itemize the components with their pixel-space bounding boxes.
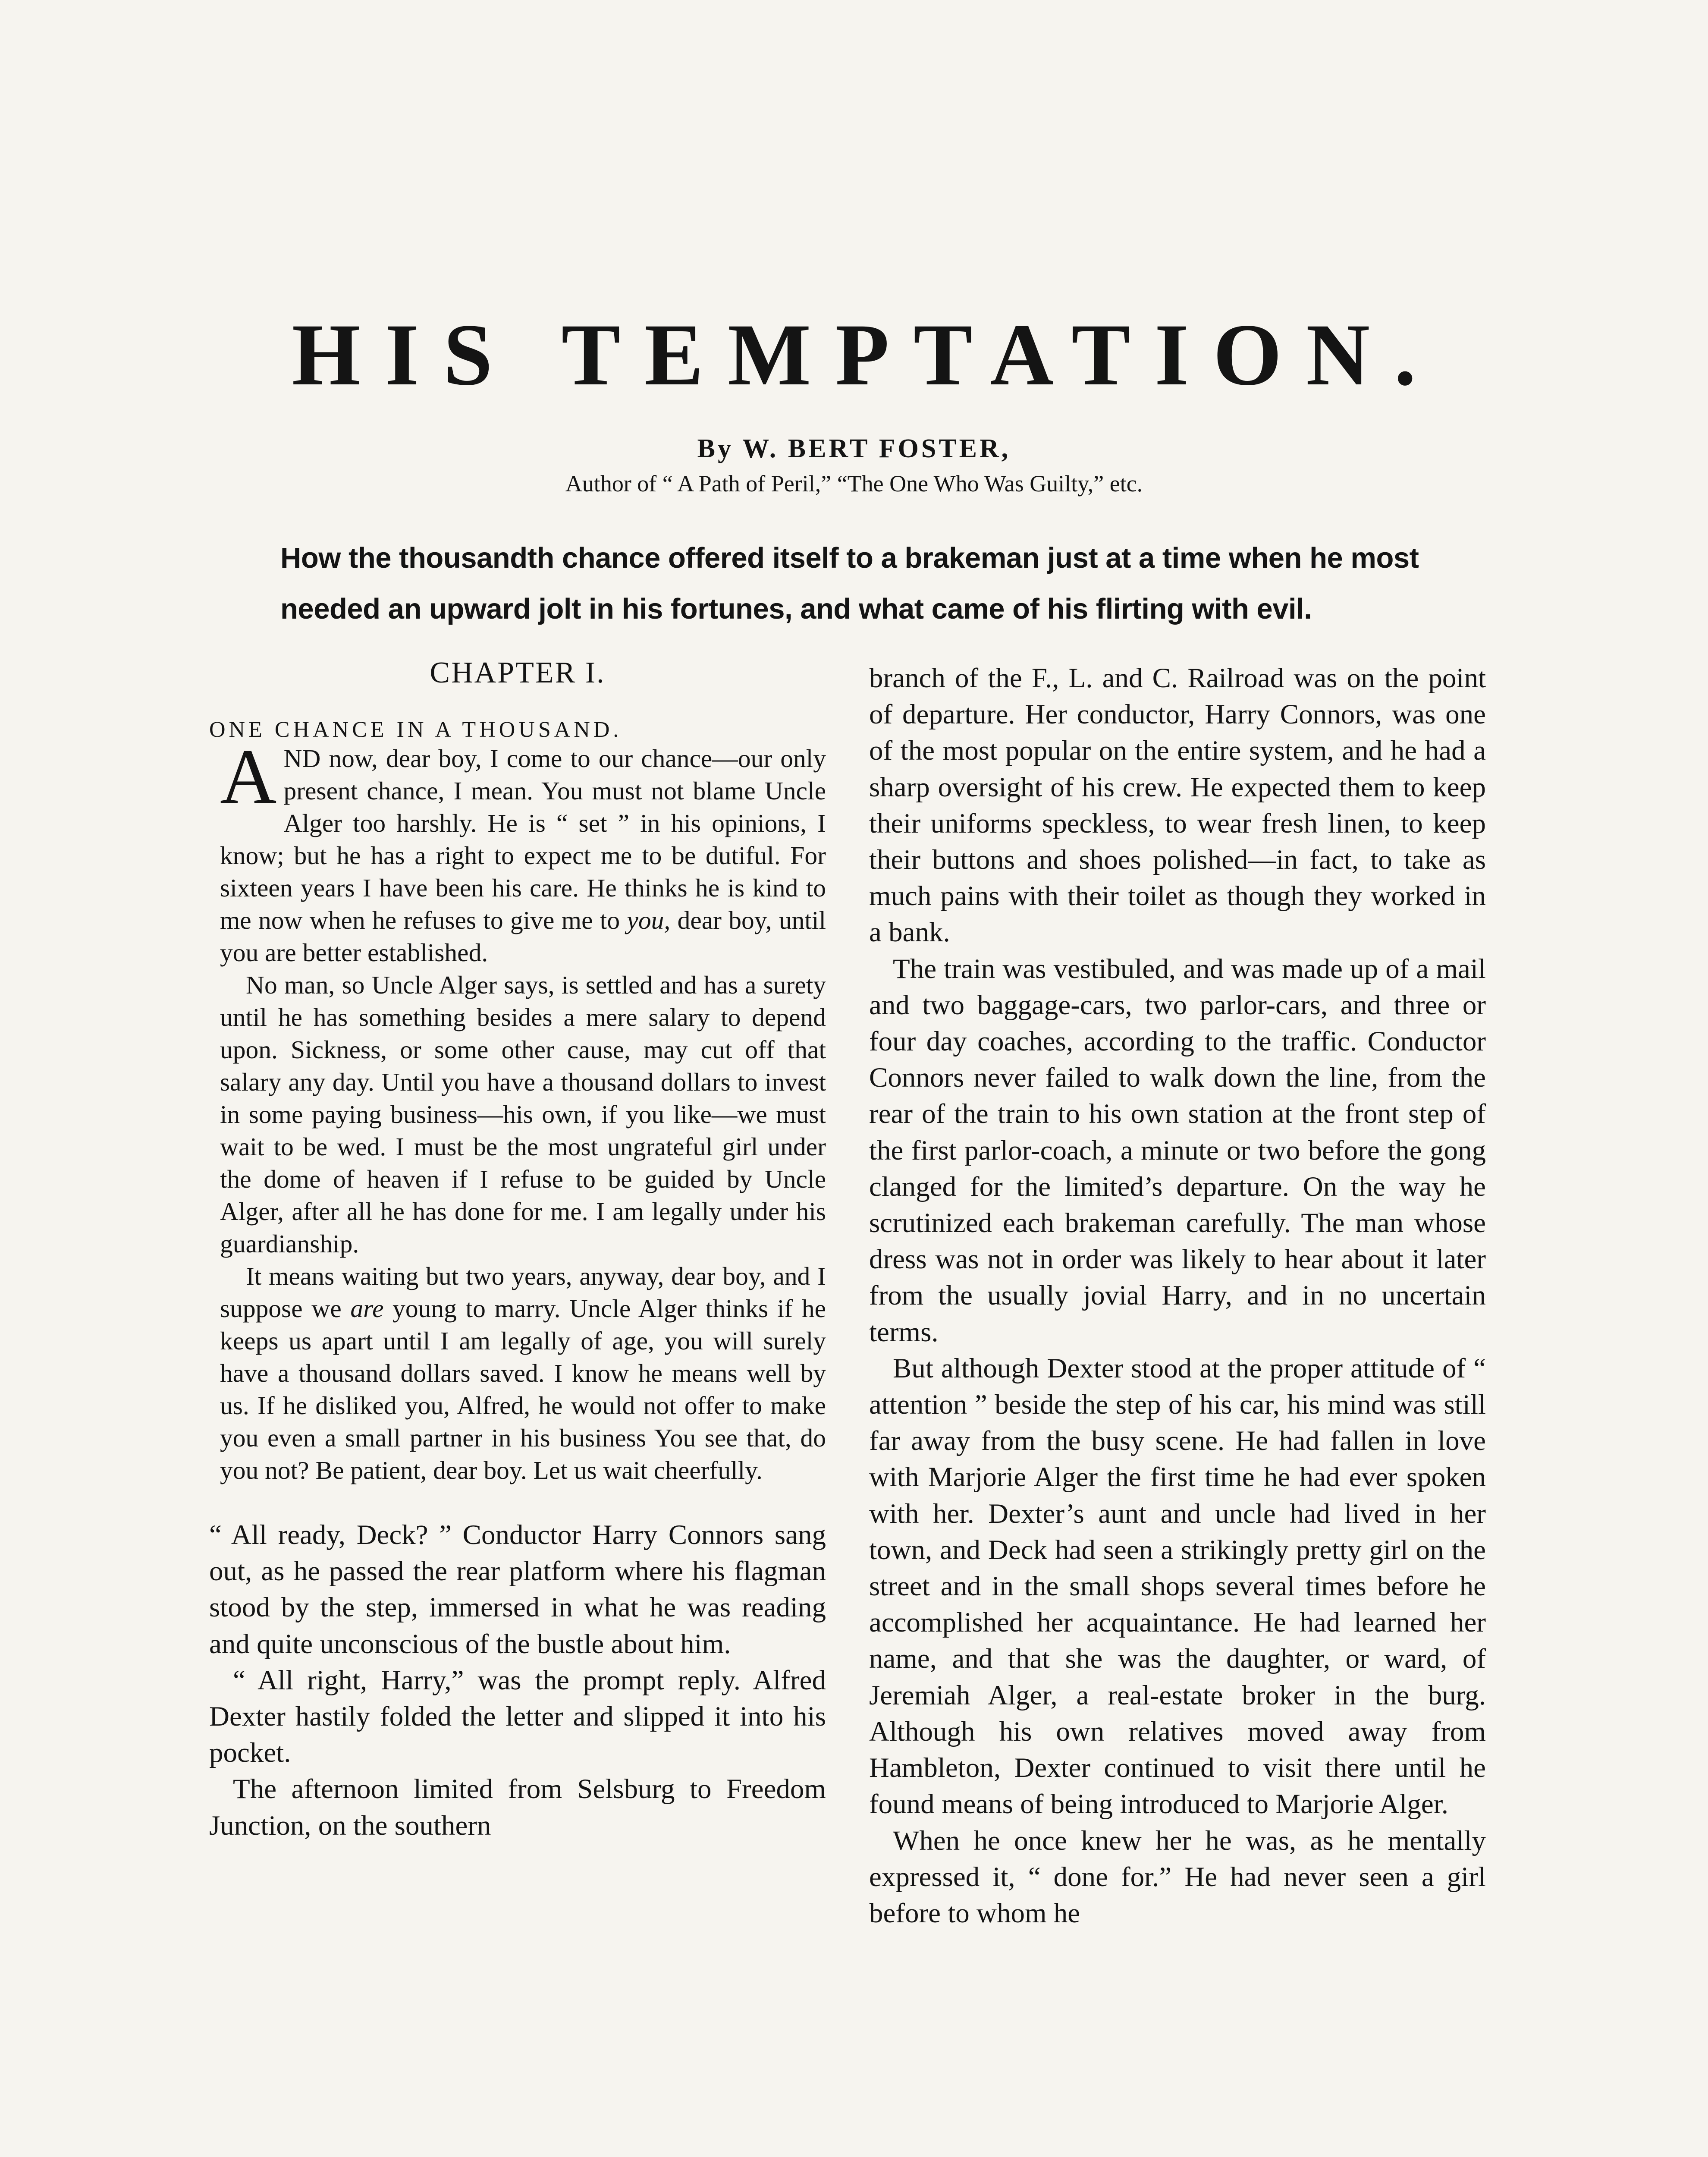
body-paragraph: But although Dexter stood at the proper attitude of “ attention ” beside the step of his car, his mind was still far away from the busy scene. He had fallen in love with Marjorie Alger the first time he had ever spoken with her. Dexter’s aunt and uncle had lived in her town, and Deck had seen a strikingly pretty girl on the street and in the small shops several times before he accomplished her acquaintance. He had learned her name, and that she was the daughter, or ward, of Jeremiah Alger, a real-estate broker in the burg. Although his own relatives moved away from Hambleton, Dexter continued to visit there until he found means of being introduced to Marjorie Alger. (869, 1352, 1486, 1820)
letter-excerpt (209, 733, 826, 1487)
chapter-subtitle: ONE CHANCE IN A THOUSAND. (209, 717, 622, 742)
article-deck: How the thousandth chance offered itself to a brakeman just at a time when he most needed an upward jolt in his fortunes, and what came of his flirting with evil. (280, 542, 1419, 625)
letter-paragraph (220, 733, 826, 969)
letter-paragraph (220, 1260, 826, 1487)
body-paragraph: “ All ready, Deck? ” Conductor Harry Connors sang out, as he passed the rear platform where his flagman stood by the step, immersed in what he was reading and quite unconscious of the bustle about him. (209, 1519, 826, 1660)
article-title: HIS TEMPTATION. (292, 306, 1441, 404)
body-paragraph: The train was vestibuled, and was made up of a mail and two baggage-cars, two parlor-cars, and three or four day coaches, according to the traffic. Conductor Connors never failed to walk down the line, from the rear of the train to his own station at the front step of the first parlor-coach, a minute or two before the gong clanged for the limited’s departure. On the way he scrutinized each brakeman carefully. The man whose dress was not in order was likely to hear about it later from the usually jovial Harry, and in no uncertain terms. (869, 953, 1486, 1348)
chapter-heading: CHAPTER I. (430, 656, 606, 689)
letter-text: ND now, dear boy, I come to our chance—our only present chance, I mean. You must not blame Uncle Alger too harshly. He is “ set ” in his opinions, I know; but he has a right to expect me to be dutiful. For sixteen years I have been his care. He thinks he is kind to me now when he refuses to give me to (220, 744, 826, 934)
body-paragraph: When he once knew her he was, as he mentally expressed it, “ done for.” He had never seen a girl before to whom he (869, 1825, 1486, 1929)
byline: By W. BERT FOSTER, (697, 434, 1011, 463)
body-paragraph: branch of the F., L. and C. Railroad was on the point of departure. Her conductor, Harry Connors, was one of the most popular on the entire system, and he had a sharp oversight of his crew. He expected them to keep their uniforms speckless, to wear fresh linen, to keep their buttons and shoes polished—in fact, to take as much pains with their toilet as though they worked in a bank. (869, 663, 1486, 948)
letter-emphasis: are (350, 1294, 384, 1323)
right-column (869, 660, 1486, 1931)
left-column (209, 656, 826, 1844)
letter-paragraph: No man, so Uncle Alger says, is settled and has a surety until he has something besides a mere salary to depend upon. Sickness, or some other cause, may cut off that salary any day. Until you have a thousand dollars to invest in some paying business—his own, if you like—we must wait to be wed. I must be the most ungrateful girl under the dome of heaven if I refuse to be guided by Uncle Alger, after all he has done for me. I am legally under his guardianship. (220, 971, 826, 1258)
letter-text: It means waiting but two years, anyway, dear boy, and I suppose we (220, 1262, 826, 1323)
letter-emphasis: you, (627, 906, 671, 934)
drop-cap: A (220, 733, 277, 820)
body-paragraph: The afternoon limited from Selsburg to Freedom Junction, on the southern (209, 1773, 826, 1841)
letter-text: young to marry. Uncle Alger thinks if he keeps us apart until I am legally of age, you will surely have a thousand dollars saved. I know he means well by us. If he disliked you, Alfred, he would not offer to make you even a small partner in his business You see that, do you not? Be patient, dear boy. Let us wait cheerfully. (220, 1294, 826, 1484)
left-body (209, 1517, 826, 1844)
body-paragraph: “ All right, Harry,” was the prompt reply. Alfred Dexter hastily folded the letter and slipped it into his pocket. (209, 1664, 826, 1769)
letter-text: dear boy, until you are better established. (220, 906, 826, 967)
author-credits: Author of “ A Path of Peril,” “The One Who Was Guilty,” etc. (565, 471, 1143, 497)
